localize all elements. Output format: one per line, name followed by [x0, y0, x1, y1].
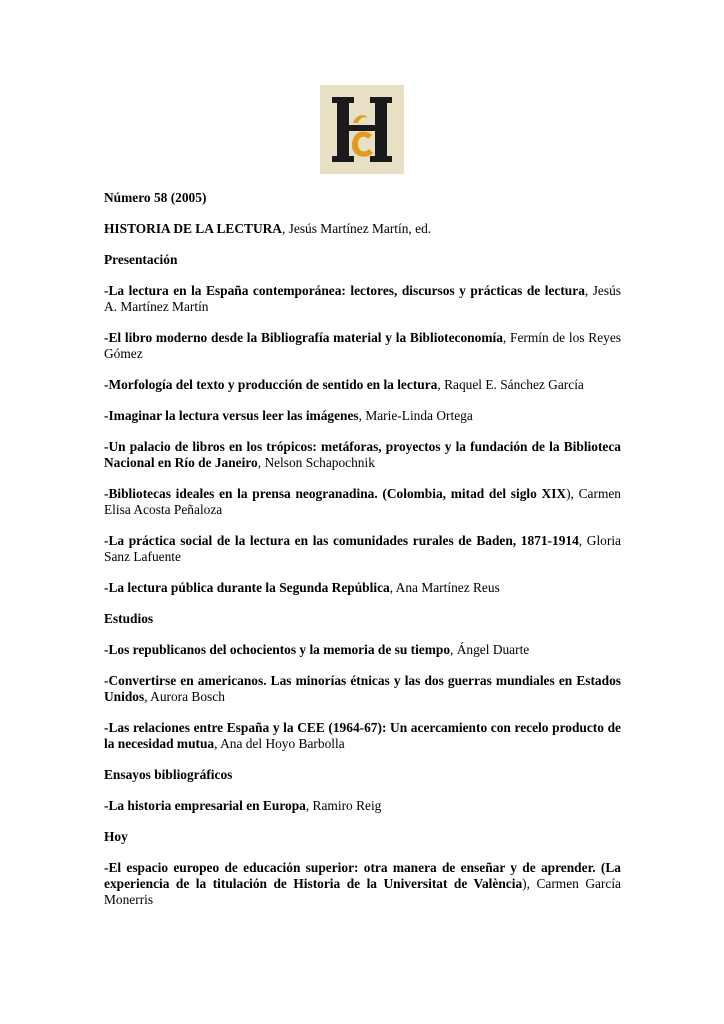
article-entry: -El espacio europeo de educación superior: otra manera de enseñar y de aprender. (La experiencia de la titulación de Historia de la Universitat de València), Carmen García Monerris	[104, 860, 621, 907]
article-entry: -La lectura en la España contemporánea: lectores, discursos y prácticas de lectura, Jesús A. Martínez Martín	[104, 283, 621, 314]
article-entry: -Los republicanos del ochocientos y la memoria de su tiempo, Ángel Duarte	[104, 642, 530, 657]
article-entry: -Imaginar la lectura versus leer las imágenes, Marie-Linda Ortega	[104, 408, 473, 423]
article-entry: -Un palacio de libros en los trópicos: metáforas, proyectos y la fundación de la Biblioteca Nacional en Río de Janeiro, Nelson Schapochnik	[104, 439, 621, 470]
article-entry: -Morfología del texto y producción de sentido en la lectura, Raquel E. Sánchez García	[104, 377, 584, 392]
article-entry: -Convertirse en americanos. Las minorías étnicas y las dos guerras mundiales en Estados Unidos, Aurora Bosch	[104, 673, 621, 704]
article-entry: -Las relaciones entre España y la CEE (1964-67): Un acercamiento con recelo producto de la necesidad mutua, Ana del Hoyo Barbolla	[104, 720, 621, 751]
article-entry: -El libro moderno desde la Bibliografía material y la Biblioteconomía, Fermín de los Reyes Gómez	[104, 330, 621, 361]
article-entry: -Bibliotecas ideales en la prensa neogranadina. (Colombia, mitad del siglo XIX), Carmen Elisa Acosta Peñaloza	[104, 486, 621, 517]
article-entry: -La lectura pública durante la Segunda República, Ana Martínez Reus	[104, 580, 500, 595]
section-heading: Ensayos bibliográficos	[104, 767, 233, 782]
article-entry: -La historia empresarial en Europa, Ramiro Reig	[104, 798, 382, 813]
issue-number: Número 58 (2005)	[104, 190, 207, 205]
journal-logo	[320, 85, 404, 174]
section-heading: Presentación	[104, 252, 178, 267]
section-heading: Hoy	[104, 829, 128, 844]
issue-title: HISTORIA DE LA LECTURA, Jesús Martínez Martín, ed.	[104, 221, 432, 236]
section-heading: Estudios	[104, 611, 154, 626]
table-of-contents	[104, 190, 621, 923]
article-entry: -La práctica social de la lectura en las comunidades rurales de Baden, 1871-1914, Gloria Sanz Lafuente	[104, 533, 621, 564]
